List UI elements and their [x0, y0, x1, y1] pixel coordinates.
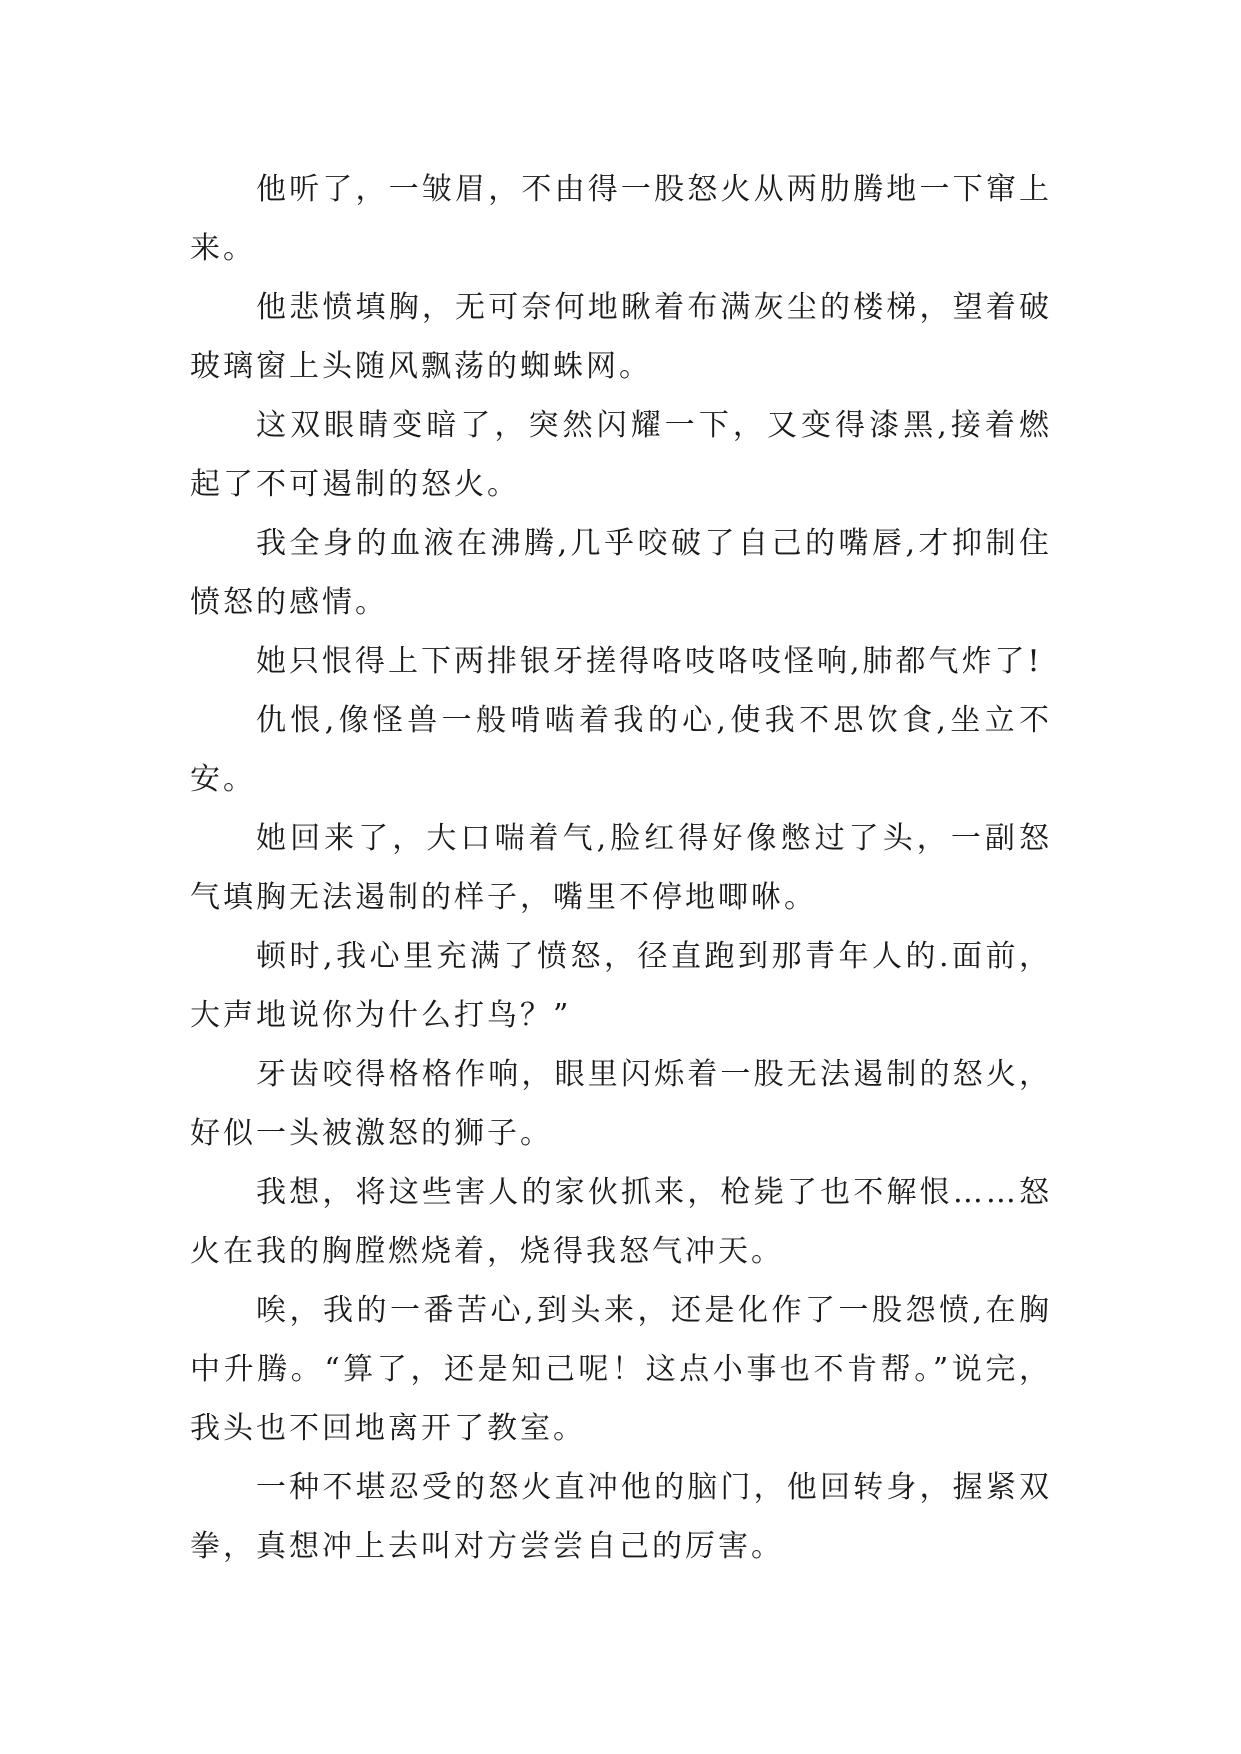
paragraph: 牙齿咬得格格作响，眼里闪烁着一股无法遏制的怒火，好似一头被激怒的狮子。 [190, 1057, 1052, 1151]
paragraph: 他悲愤填胸，无可奈何地瞅着布满灰尘的楼梯，望着破玻璃窗上头随风飘荡的蜘蛛网。 [190, 290, 1052, 384]
paragraph: 仇恨,像怪兽一般啃啮着我的心,使我不思饮食,坐立不安。 [190, 703, 1052, 797]
paragraph: 我想，将这些害人的家伙抓来，枪毙了也不解恨……怒火在我的胸膛燃烧着，烧得我怒气冲天。 [190, 1175, 1052, 1269]
paragraph: 她只恨得上下两排银牙搓得咯吱咯吱怪响,肺都气炸了! [256, 644, 1043, 679]
paragraph: 唉，我的一番苦心,到头来，还是化作了一股怨愤,在胸中升腾。“算了，还是知己呢！这点小事也不肯帮。”说完，我头也不回地离开了教室。 [190, 1293, 1052, 1446]
paragraph: 我全身的血液在沸腾,几乎咬破了自己的嘴唇,才抑制住愤怒的感情。 [190, 526, 1052, 620]
paragraph: 顿时,我心里充满了愤怒，径直跑到那青年人的.面前，大声地说你为什么打鸟？” [190, 939, 1052, 1033]
paragraph: 一种不堪忍受的怒火直冲他的脑门，他回转身，握紧双拳，真想冲上去叫对方尝尝自己的厉害。 [190, 1470, 1052, 1564]
paragraph: 他听了，一皱眉，不由得一股怒火从两肋腾地一下窜上来。 [190, 172, 1052, 266]
document-body [190, 160, 1052, 1576]
paragraph: 她回来了，大口喘着气,脸红得好像憋过了头，一副怒气填胸无法遏制的样子，嘴里不停地唧咻。 [190, 821, 1052, 915]
paragraph: 这双眼睛变暗了，突然闪耀一下，又变得漆黑,接着燃起了不可遏制的怒火。 [190, 408, 1052, 502]
